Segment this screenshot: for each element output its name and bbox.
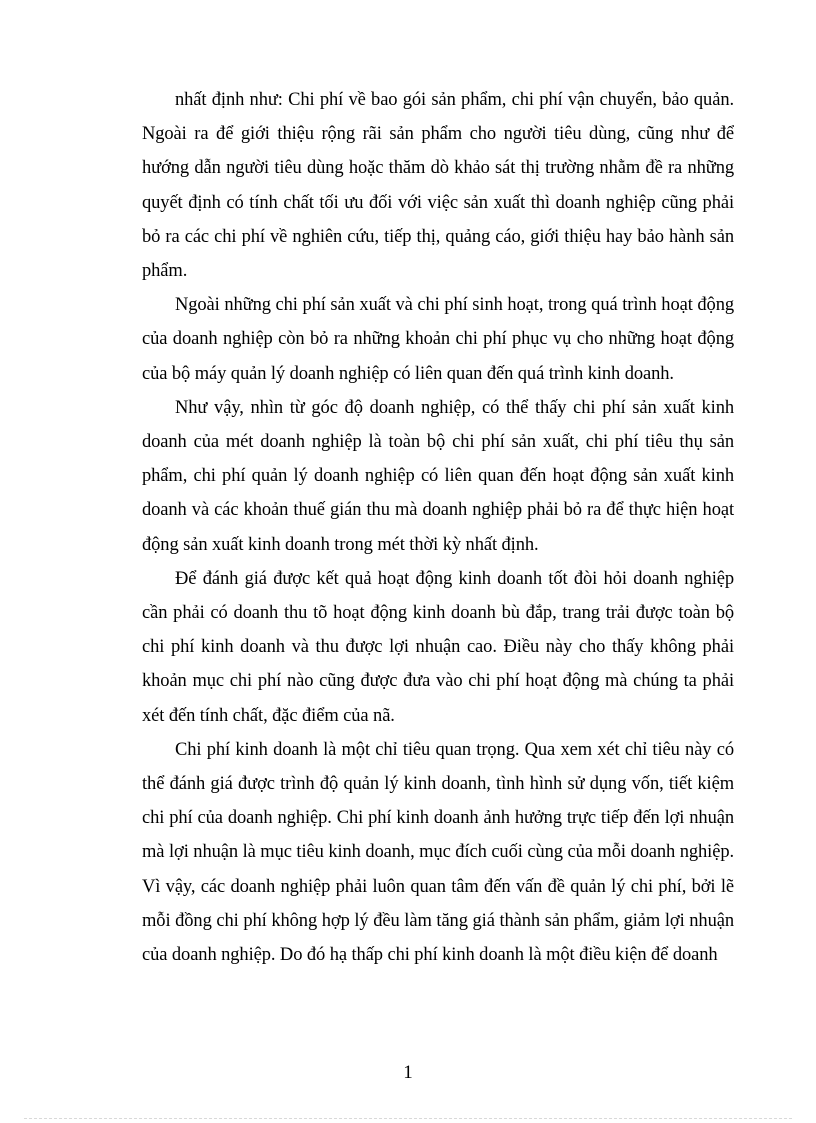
page-bottom-divider — [24, 1118, 792, 1119]
paragraph-5: Chi phí kinh doanh là một chỉ tiêu quan trọng. Qua xem xét chỉ tiêu này có thể đánh giá được trình độ quản lý kinh doanh, tình hình sử dụng vốn, tiết kiệm chi phí của doanh nghiệp. Chi phí kinh doanh ảnh hưởng trực tiếp đến lợi nhuận mà lợi nhuận là mục tiêu kinh doanh, mục đích cuối cùng của mỗi doanh nghiệp. Vì vậy, các doanh nghiệp phải luôn quan tâm đến vấn đề quản lý chi phí, bởi lẽ mỗi đồng chi phí không hợp lý đều làm tăng giá thành sản phẩm, giảm lợi nhuận của doanh nghiệp. Do đó hạ thấp chi phí kinh doanh là một điều kiện để doanh — [142, 739, 734, 966]
page-number: 1 — [403, 1062, 413, 1083]
body-text — [142, 83, 734, 972]
paragraph-4: Để đánh giá được kết quả hoạt động kinh doanh tốt đòi hỏi doanh nghiệp cần phải có doanh thu tõ hoạt động kinh doanh bù đắp, trang trải được toàn bộ chi phí kinh doanh và thu được lợi nhuận cao. Điều này cho thấy không phải khoản mục chi phí nào cũng được đưa vào chi phí hoạt động mà chúng ta phải xét đến tính chất, đặc điểm của nã. — [142, 568, 734, 726]
paragraph-2: Ngoài những chi phí sản xuất và chi phí sinh hoạt, trong quá trình hoạt động của doanh nghiệp còn bỏ ra những khoản chi phí phục vụ cho những hoạt động của bộ máy quản lý doanh nghiệp có liên quan đến quá trình kinh doanh. — [142, 295, 734, 384]
paragraph-3: Như vậy, nhìn từ góc độ doanh nghiệp, có thể thấy chi phí sản xuất kinh doanh của mét doanh nghiệp là toàn bộ chi phí sản xuất, chi phí tiêu thụ sản phẩm, chi phí quản lý doanh nghiệp có liên quan đến hoạt động sản xuất kinh doanh và các khoản thuế gián thu mà doanh nghiệp phải bỏ ra để thực hiện hoạt động sản xuất kinh doanh trong mét thời kỳ nhất định. — [142, 397, 734, 555]
paragraph-1: nhất định như: Chi phí về bao gói sản phẩm, chi phí vận chuyển, bảo quản. Ngoài ra để giới thiệu rộng rãi sản phẩm cho người tiêu dùng, cũng như để hướng dẫn người tiêu dùng hoặc thăm dò khảo sát thị trường nhằm đề ra những quyết định có tính chất tối ưu đối với việc sản xuất thì doanh nghiệp cũng phải bỏ ra các chi phí về nghiên cứu, tiếp thị, quảng cáo, giới thiệu hay bảo hành sản phẩm. — [142, 90, 734, 282]
